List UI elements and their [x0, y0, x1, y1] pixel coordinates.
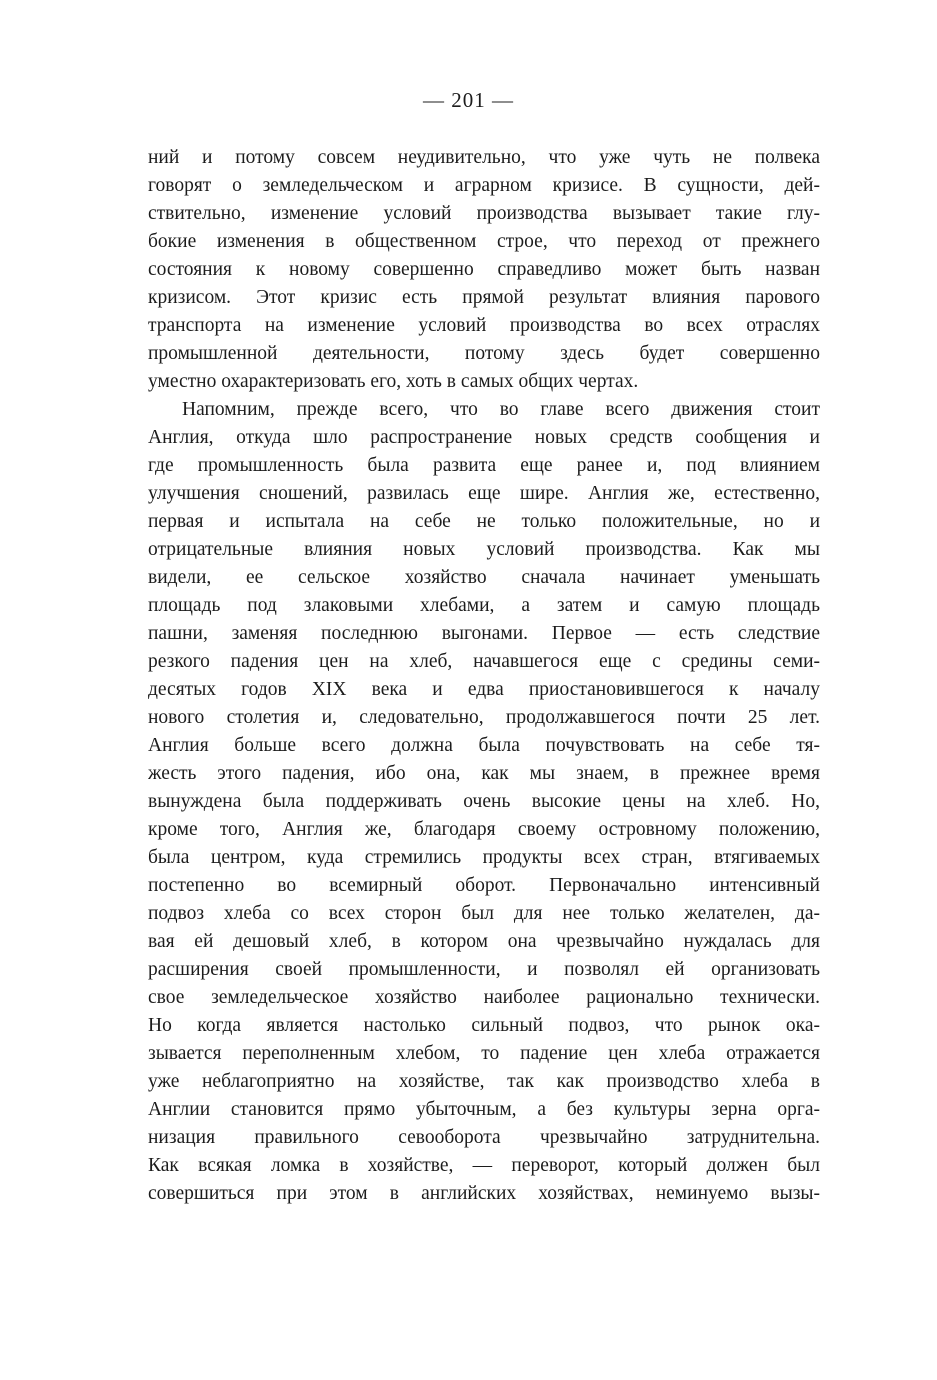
text-line: нового столетия и, следовательно, продолжавшегося почти 25 лет. — [148, 707, 820, 728]
text-line: резкого падения цен на хлеб, начавшегося еще с средины семи- — [148, 651, 820, 672]
text-line: пашни, заменяя последнюю выгонами. Первое — есть следствие — [148, 623, 820, 644]
text-line: вая ей дешовый хлеб, в котором она чрезвычайно нуждалась для — [148, 931, 820, 952]
page-number: — 201 — — [423, 88, 514, 112]
text-line: бокие изменения в общественном строе, что переход от прежнего — [148, 231, 820, 252]
text-line: состояния к новому совершенно справедливо может быть назван — [148, 259, 820, 280]
body-text — [148, 144, 820, 1208]
text-line: совершиться при этом в английских хозяйствах, неминуемо вызы- — [148, 1183, 820, 1204]
text-line: транспорта на изменение условий производства во всех отраслях — [148, 315, 820, 336]
text-line: Как всякая ломка в хозяйстве, — переворот, который должен был — [148, 1155, 820, 1176]
text-line: подвоз хлеба со всех сторон был для нее только желателен, да- — [148, 903, 820, 924]
text-line: видели, ее сельское хозяйство сначала начинает уменьшать — [148, 567, 820, 588]
text-line: Англии становится прямо убыточным, а без культуры зерна орга- — [148, 1099, 820, 1120]
text-line: говорят о земледельческом и аграрном кризисе. В сущности, дей- — [148, 175, 820, 196]
text-line: десятых годов XIX века и едва приостановившегося к началу — [148, 679, 820, 700]
paragraph-1 — [148, 144, 820, 396]
text-line: была центром, куда стремились продукты всех стран, втягиваемых — [148, 847, 820, 868]
text-line: площадь под злаковыми хлебами, а затем и самую площадь — [148, 595, 820, 616]
text-line: улучшения сношений, развилась еще шире. Англия же, естественно, — [148, 483, 820, 504]
text-line: жесть этого падения, ибо она, как мы знаем, в прежнее время — [148, 763, 820, 784]
text-line: расширения своей промышленности, и позволял ей организовать — [148, 959, 820, 980]
text-line: ствительно, изменение условий производства вызывает такие глу- — [148, 203, 820, 224]
text-line: кризисом. Этот кризис есть прямой результат влияния парового — [148, 287, 820, 308]
text-line: свое земледельческое хозяйство наиболее рационально технически. — [148, 987, 820, 1008]
text-line: Напомним, прежде всего, что во главе всего движения стоит — [182, 399, 820, 420]
text-line: постепенно во всемирный оборот. Первоначально интенсивный — [148, 875, 820, 896]
text-line: Англия, откуда шло распространение новых средств сообщения и — [148, 427, 820, 448]
text-line: низация правильного севооборота чрезвычайно затруднительна. — [148, 1127, 820, 1148]
text-line: уместно охарактеризовать его, хоть в самых общих чертах. — [148, 371, 639, 392]
paragraph-2 — [148, 396, 820, 1208]
text-line: зывается переполненным хлебом, то падение цен хлеба отражается — [148, 1043, 820, 1064]
text-line: отрицательные влияния новых условий производства. Как мы — [148, 539, 820, 560]
text-line: Англия больше всего должна была почувствовать на себе тя- — [148, 735, 820, 756]
text-line: первая и испытала на себе не только положительные, но и — [148, 511, 820, 532]
text-line: Но когда является настолько сильный подвоз, что рынок ока- — [148, 1015, 820, 1036]
text-line: уже неблагоприятно на хозяйстве, так как производство хлеба в — [148, 1071, 820, 1092]
text-line: где промышленность была развита еще ранее и, под влиянием — [148, 455, 820, 476]
text-line: кроме того, Англия же, благодаря своему островному положению, — [148, 819, 820, 840]
text-line: вынуждена была поддерживать очень высокие цены на хлеб. Но, — [148, 791, 820, 812]
text-line: промышленной деятельности, потому здесь будет совершенно — [148, 343, 820, 364]
text-line: ний и потому совсем неудивительно, что уже чуть не полвека — [148, 147, 820, 168]
